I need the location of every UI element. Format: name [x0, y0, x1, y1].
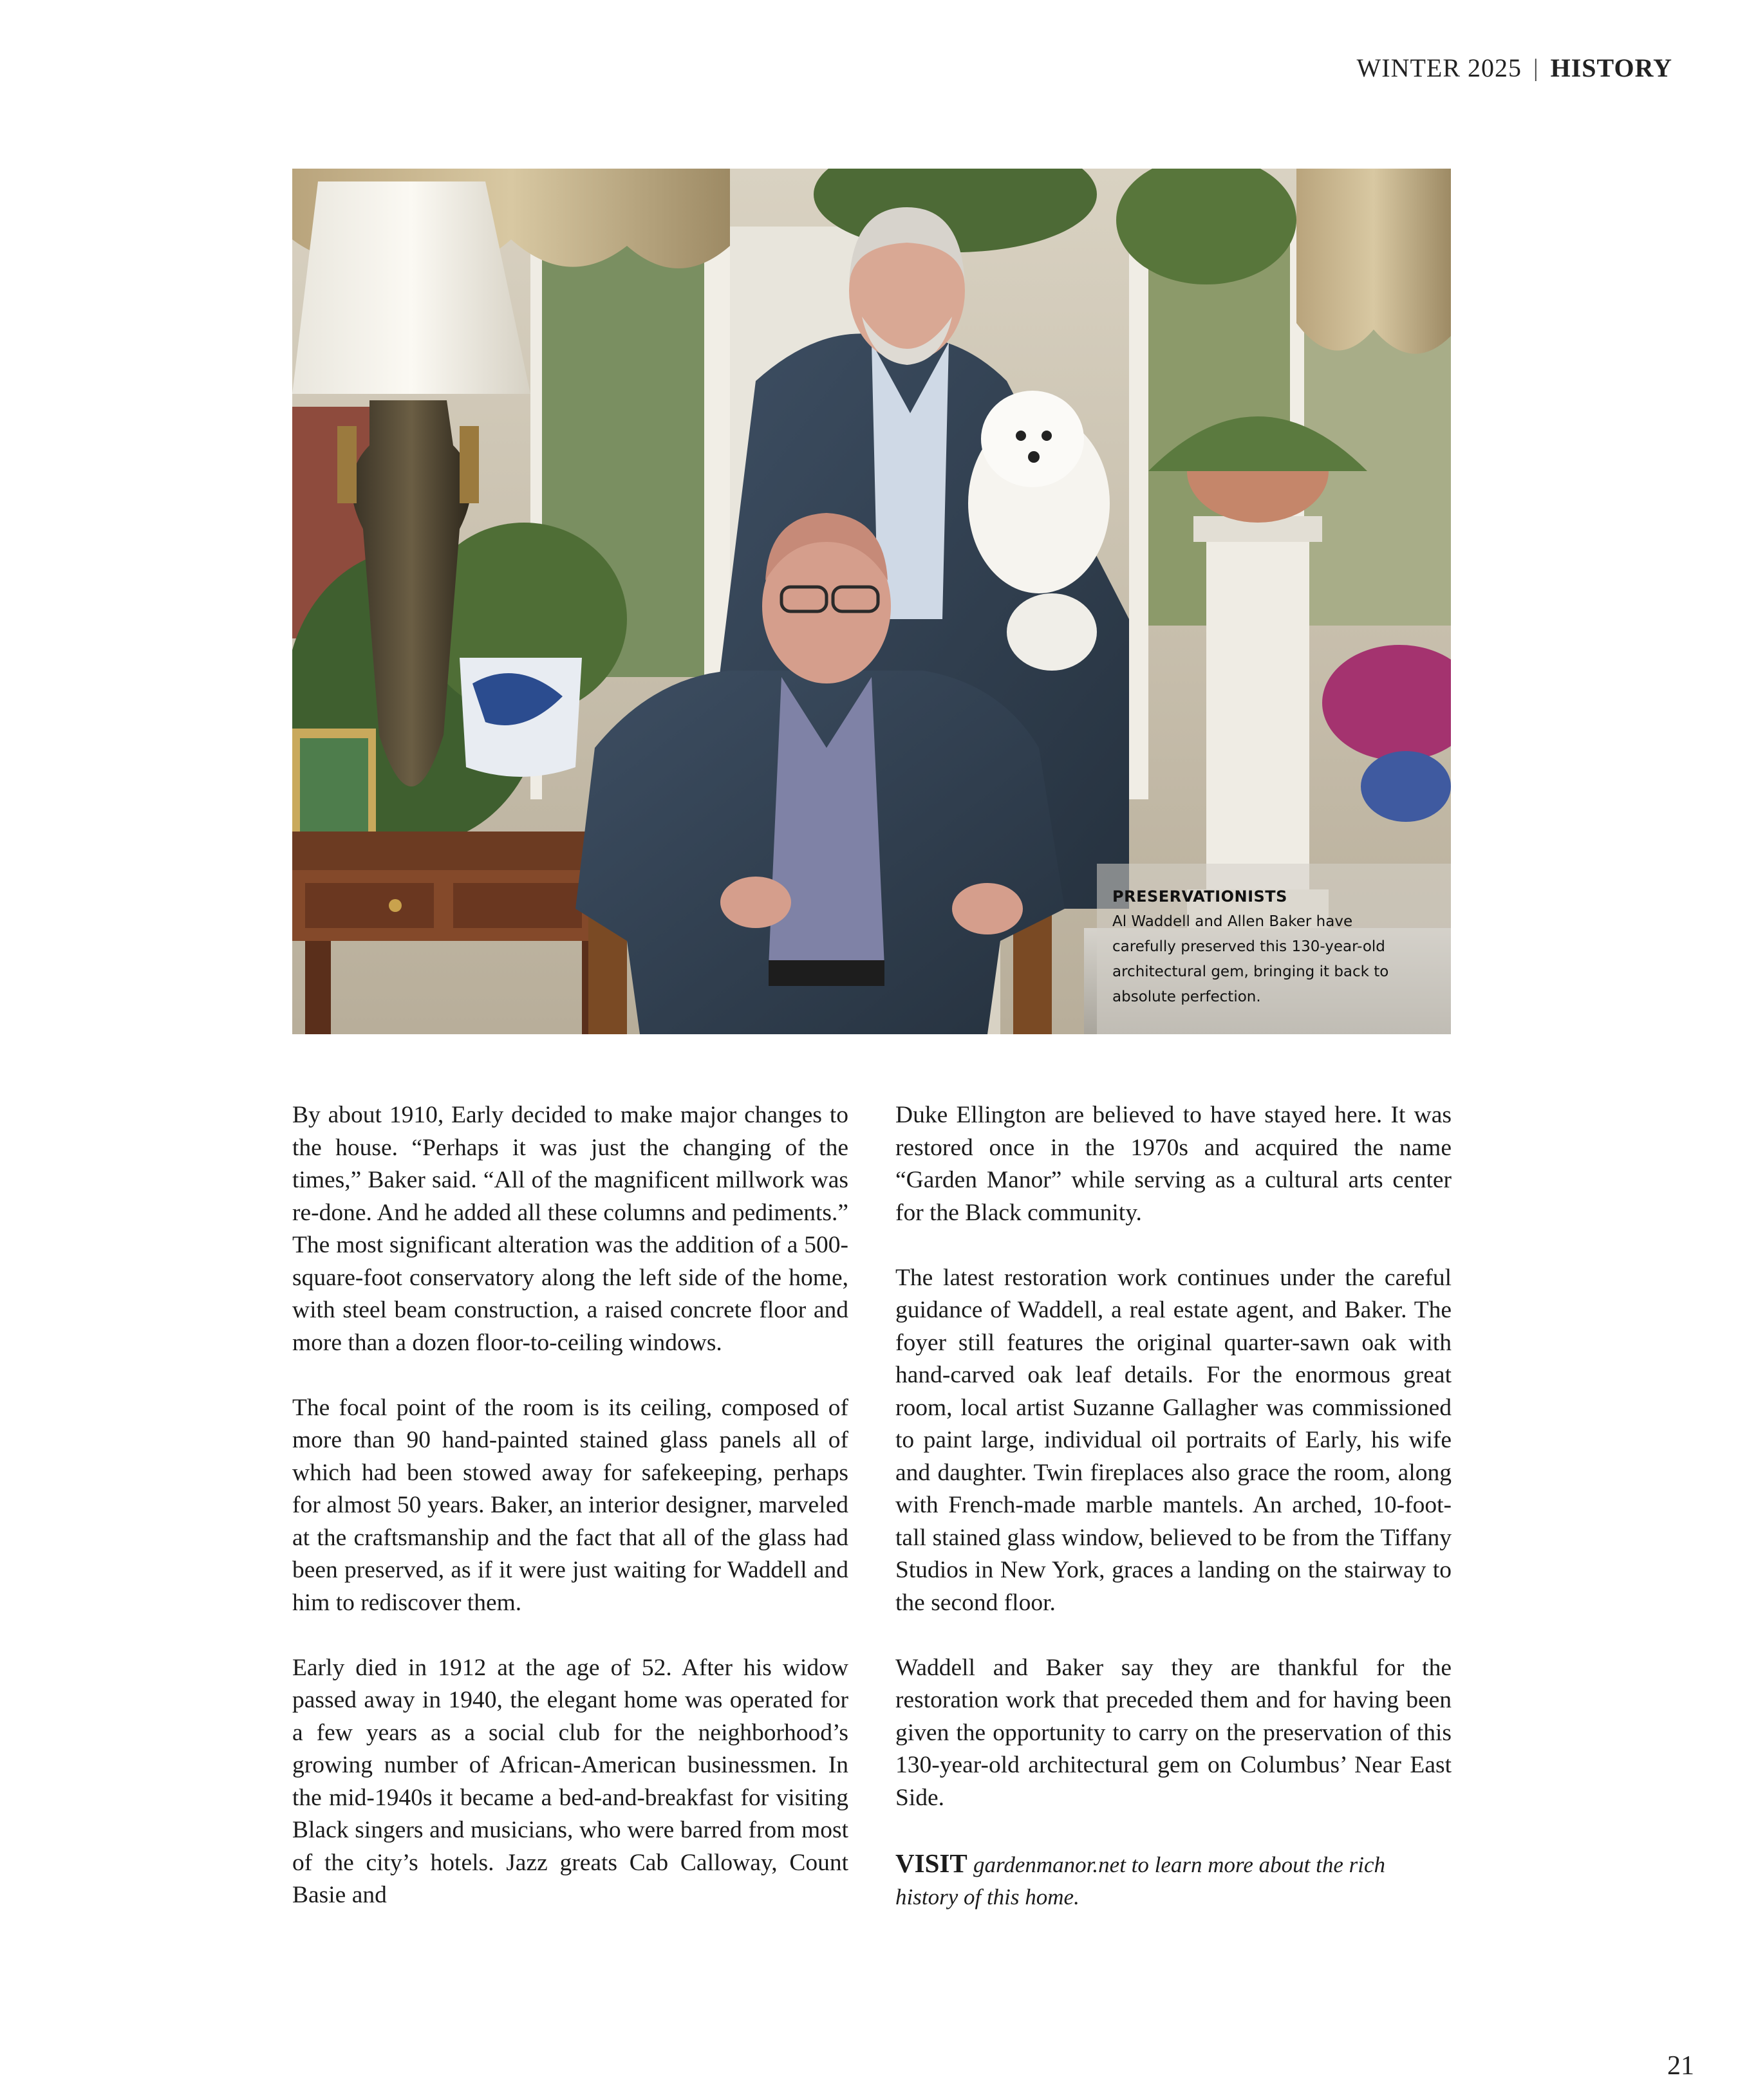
feature-photo: [292, 169, 1451, 1034]
visit-callout: [895, 1847, 1452, 1914]
article-paragraph: Waddell and Baker say they are thankful for the restoration work that preceded them and for having been given the opportunity to carry on the preservation of this 130-year-old architectural gem on Columbus’ Near East Side.: [895, 1654, 1452, 1811]
visit-label: VISIT: [895, 1848, 967, 1878]
running-header: [1357, 53, 1673, 83]
caption-title: PRESERVATIONISTS: [1112, 887, 1287, 906]
section-label: HISTORY: [1550, 53, 1672, 82]
issue-label: WINTER 2025: [1356, 53, 1522, 82]
article-paragraph: By about 1910, Early decided to make major changes to the house. “Perhaps it was just the changing of the times,” Baker said. “All of the magnificent millwork was re-done. And he added all these columns and pediments.” The most significant alteration was the addition of a 500-square-foot conservatory along the left side of the home, with steel beam construction, a raised concrete floor and more than a dozen floor-to-ceiling windows.: [292, 1102, 848, 1356]
article-column-right: [895, 1099, 1452, 1914]
article-paragraph: The latest restoration work continues under the careful guidance of Waddell, a real estate agent, and Baker. The foyer still features the original quarter-sawn oak with hand-carved oak leaf details. For the enormous great room, local artist Suzanne Gallagher was commissioned to paint large, individual oil portraits of Early, his wife and daughter. Twin fireplaces also grace the room, along with French-made marble mantels. An arched, 10-foot-tall stained glass window, believed to be from the Tiffany Studios in New York, graces a landing on the stairway to the second floor.: [895, 1264, 1452, 1616]
article-paragraph: The focal point of the room is its ceiling, composed of more than 90 hand-painted stained glass panels all of which had been stowed away for safekeeping, perhaps for almost 50 years. Baker, an interior designer, marveled at the craftsmanship and the fact that all of the glass had been preserved, as if it were just waiting for Waddell and him to rediscover them.: [292, 1394, 848, 1616]
visit-link-text[interactable]: gardenmanor.net to learn more about the rich history of this home.: [895, 1852, 1386, 1910]
article-paragraph: Early died in 1912 at the age of 52. After his widow passed away in 1940, the elegant home was operated for a few years as a social club for the neighborhood’s growing number of African-American businessmen. In the mid-1940s it became a bed-and-breakfast for visiting Black singers and musicians, who were barred from most of the city’s hotels. Jazz greats Cab Calloway, Count Basie and: [292, 1654, 848, 1908]
page-number: 21: [1667, 2051, 1694, 2081]
caption-text: Al Waddell and Allen Baker have carefully preserved this 130-year-old architectural gem, bringing it back to absolute perfection.: [1112, 913, 1389, 1005]
header-separator: |: [1533, 54, 1539, 82]
photo-caption: [1112, 884, 1415, 1010]
article-column-left: [292, 1099, 848, 1944]
article-paragraph: Duke Ellington are believed to have stayed here. It was restored once in the 1970s and acquired the name “Garden Manor” while serving as a cultural arts center for the Black community.: [895, 1102, 1452, 1226]
